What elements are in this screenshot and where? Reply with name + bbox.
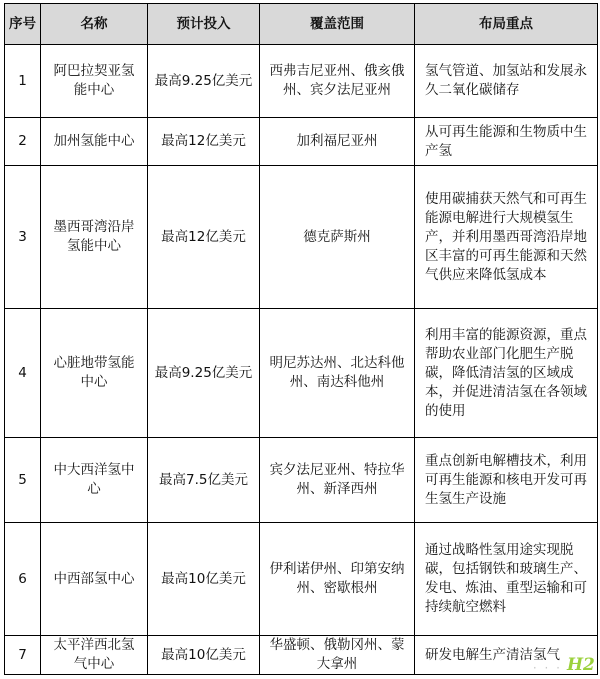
cell-index: 1	[5, 45, 41, 118]
cell-investment: 最高10亿美元	[148, 636, 260, 675]
table-row	[5, 45, 598, 118]
watermark-dots: · · ·	[532, 661, 562, 675]
cell-index: 4	[5, 309, 41, 438]
table-row	[5, 438, 598, 523]
cell-investment: 最高7.5亿美元	[148, 438, 260, 523]
cell-coverage: 加利福尼亚州	[260, 118, 415, 166]
cell-coverage: 西弗吉尼亚州、俄亥俄州、宾夕法尼亚州	[260, 45, 415, 118]
cell-investment: 最高9.25亿美元	[148, 45, 260, 118]
header-index: 序号	[5, 4, 41, 45]
header-name: 名称	[41, 4, 148, 45]
cell-focus: 通过战略性氢用途实现脱碳，包括钢铁和玻璃生产、发电、炼油、重型运输和可持续航空燃料	[415, 523, 598, 636]
cell-investment: 最高12亿美元	[148, 166, 260, 309]
table-row	[5, 523, 598, 636]
cell-coverage: 明尼苏达州、北达科他州、南达科他州	[260, 309, 415, 438]
cell-coverage: 华盛顿、俄勒冈州、蒙大拿州	[260, 636, 415, 675]
hydrogen-hubs-table	[4, 3, 598, 675]
cell-investment: 最高9.25亿美元	[148, 309, 260, 438]
header-focus: 布局重点	[415, 4, 598, 45]
cell-name: 心脏地带氢能中心	[41, 309, 148, 438]
cell-index: 3	[5, 166, 41, 309]
cell-focus: 研发电解生产清洁氢气	[415, 636, 598, 675]
cell-index: 7	[5, 636, 41, 675]
cell-focus: 利用丰富的能源资源，重点帮助农业部门化肥生产脱碳，降低清洁氢的区域成本，并促进清洁氢在各领域的使用	[415, 309, 598, 438]
table-row	[5, 309, 598, 438]
cell-name: 加州氢能中心	[41, 118, 148, 166]
cell-name: 中西部氢中心	[41, 523, 148, 636]
cell-focus: 氢气管道、加氢站和发展永久二氧化碳储存	[415, 45, 598, 118]
cell-name: 墨西哥湾沿岸氢能中心	[41, 166, 148, 309]
cell-name: 中大西洋氢中心	[41, 438, 148, 523]
cell-index: 6	[5, 523, 41, 636]
cell-coverage: 德克萨斯州	[260, 166, 415, 309]
cell-index: 2	[5, 118, 41, 166]
table-row	[5, 166, 598, 309]
cell-name: 阿巴拉契亚氢能中心	[41, 45, 148, 118]
cell-focus: 重点创新电解槽技术，利用可再生能源和核电开发可再生氢生产设施	[415, 438, 598, 523]
header-coverage: 覆盖范围	[260, 4, 415, 45]
table-row	[5, 118, 598, 166]
cell-coverage: 宾夕法尼亚州、特拉华州、新泽西州	[260, 438, 415, 523]
cell-name: 太平洋西北氢气中心	[41, 636, 148, 675]
cell-investment: 最高10亿美元	[148, 523, 260, 636]
header-investment: 预计投入	[148, 4, 260, 45]
cell-coverage: 伊利诺伊州、印第安纳州、密歇根州	[260, 523, 415, 636]
cell-index: 5	[5, 438, 41, 523]
cell-focus: 使用碳捕获天然气和可再生能源电解进行大规模氢生产，并利用墨西哥湾沿岸地区丰富的可再生能源和天然气供应来降低氢成本	[415, 166, 598, 309]
table-row	[5, 636, 598, 675]
header-row	[5, 4, 598, 45]
cell-focus: 从可再生能源和生物质中生产氢	[415, 118, 598, 166]
svg-text:H2: H2	[567, 655, 595, 675]
cell-investment: 最高12亿美元	[148, 118, 260, 166]
